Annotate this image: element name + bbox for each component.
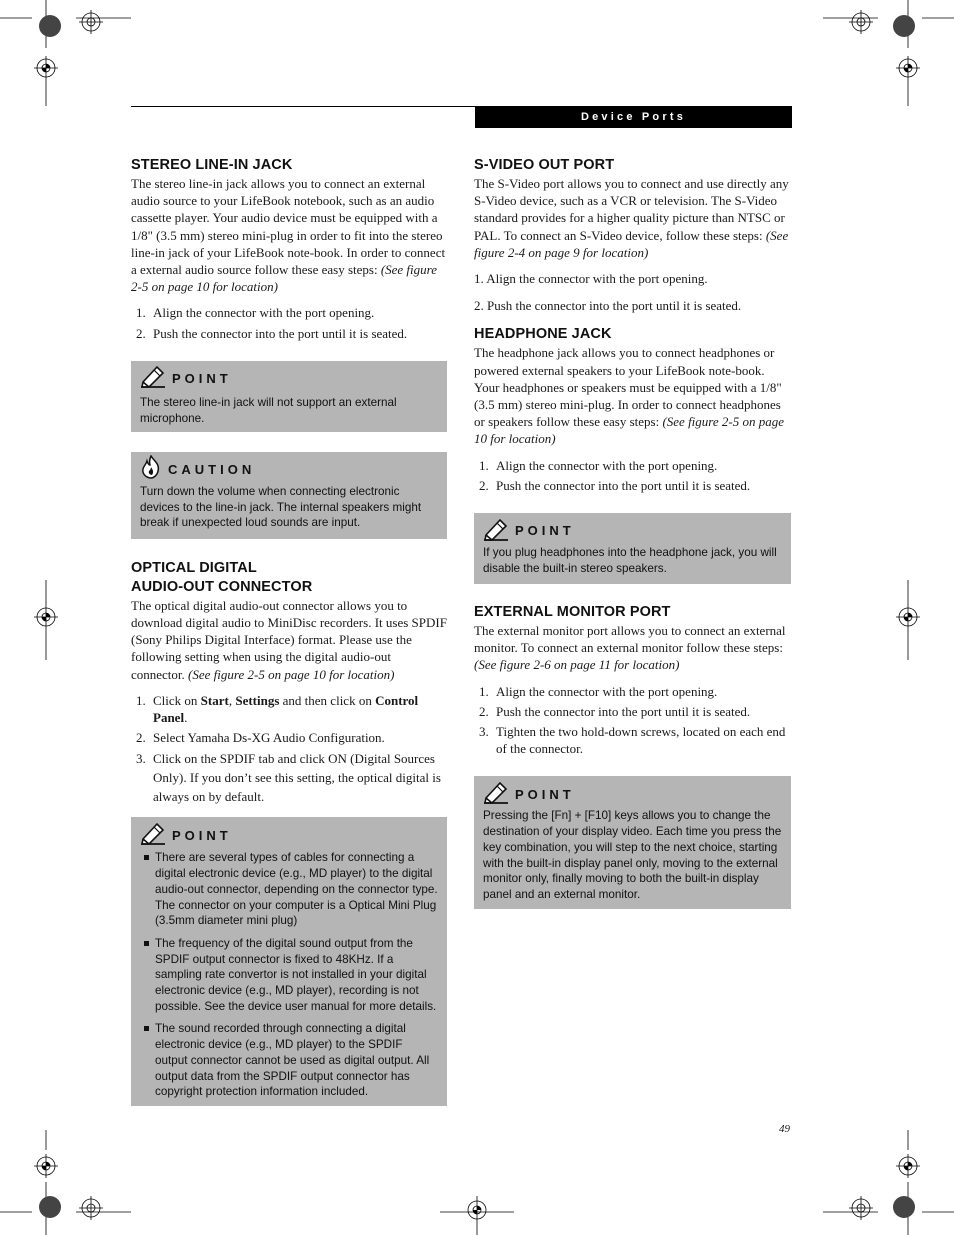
optical-body: The optical digital audio-out connector allows you to download digital audio to MiniDisc recorders. It uses SPDIF (Sony Philips Digital Interface) format. Please use the following setting when using the digital audio-out connector. (See figure 2-5 on page 10 for location)	[131, 597, 447, 682]
pencil-icon	[483, 517, 509, 546]
point-label: POINT	[172, 370, 232, 386]
list-item: 3. Click on the SPDIF tab and click ON (Digital Sources Only). If you don’t see this setting, the optical digital is always on by default.	[136, 751, 441, 805]
header-rule	[131, 106, 475, 107]
list-item: The sound recorded through connecting a digital electronic device (e.g., MD player) to the SPDIF output connector cannot be used as digital output. All output data from the SPDIF output connector has copyright protection information included.	[140, 1021, 438, 1100]
point-label: POINT	[515, 786, 575, 802]
svideo-body: The S-Video port allows you to connect and use directly any S-Video device, such as a VCR or television. The S-Video standard provides for a higher quality picture than NTSC or PAL. To connect an S-Video device, follow these steps: (See figure 2-4 on page 9 for location)	[474, 176, 789, 260]
list-item: 2. Push the connector into the port until it is seated.	[479, 703, 751, 719]
left-column	[131, 156, 447, 1106]
right-column	[474, 156, 790, 909]
stereo-body: The stereo line-in jack allows you to connect an external audio source to your LifeBook notebook, such as an audio cassette player. Your audio device must be equipped with a 1/8" (3.5 mm) stereo mini-plug in order to fit into the stereo line-in jack of your LifeBook note-book. In order to connect a external audio source follow these easy steps: (See figure 2-5 on page 10 for location)	[131, 176, 446, 295]
pencil-icon	[140, 364, 166, 393]
point-note-optical	[131, 817, 447, 1106]
page-number: 49	[779, 1123, 790, 1135]
point-text: If you plug headphones into the headphone jack, you will disable the built-in stereo speakers.	[483, 546, 777, 575]
section-title: Device Ports	[475, 106, 792, 128]
list-item: 2. Push the connector into the port until it is seated.	[479, 477, 751, 493]
caution-label: CAUTION	[168, 461, 256, 477]
point-note-stereo	[131, 361, 447, 432]
monitor-heading: EXTERNAL MONITOR PORT	[474, 604, 671, 621]
list-item: 1. Align the connector with the port opening.	[136, 305, 375, 321]
point-note-headphone	[474, 513, 791, 584]
flame-icon	[140, 455, 162, 484]
pencil-icon	[483, 780, 509, 809]
svideo-step-2: 2. Push the connector into the port until it is seated.	[474, 298, 742, 314]
list-item: There are several types of cables for connecting a digital electronic device (e.g., MD player) to the digital audio-out connector, depending on the connector type. The connector on your computer is a Optical Mini Plug (3.5mm diameter mini plug)	[140, 850, 438, 929]
monitor-body: The external monitor port allows you to connect an external monitor. To connect an external monitor follow these steps: (See figure 2-6 on page 11 for location)	[474, 623, 786, 673]
headphone-body: The headphone jack allows you to connect headphones or powered external speakers to your LifeBook note-book. Your headphones or speakers must be equipped with a 1/8" (3.5 mm) stereo mini-plug. In order to connect headphones or speakers follow these easy steps: (See figure 2-5 on page 10 for location)	[474, 345, 784, 447]
list-item: 2. Select Yamaha Ds-XG Audio Configuration.	[136, 730, 385, 746]
svideo-heading: S-VIDEO OUT PORT	[474, 157, 615, 173]
optical-heading: OPTICAL DIGITAL AUDIO-OUT CONNECTOR	[131, 559, 313, 595]
point-text: The stereo line-in jack will not support an external microphone.	[140, 395, 397, 425]
list-item: 1. Align the connector with the port opening.	[479, 457, 718, 473]
point-text: Pressing the [Fn] + [F10] keys allows you to change the destination of your display video. Each time you press the key combination, you will step to the next choice, starting with the built-in display panel only, moving to the external monitor only, finally moving to both the built-in display panel and an external monitor.	[483, 809, 782, 901]
headphone-heading: HEADPHONE JACK	[474, 326, 612, 343]
caution-text: Turn down the volume when connecting electronic devices to the line-in jack. The internal speakers might break if unexpected loud sounds are input.	[140, 484, 422, 530]
caution-note	[131, 452, 447, 539]
list-item: 1. Click on Start, Settings and then click on Control Panel.	[136, 692, 419, 726]
stereo-steps	[131, 304, 447, 341]
pencil-icon	[140, 821, 166, 850]
monitor-steps	[474, 683, 790, 758]
point-label: POINT	[515, 523, 575, 539]
list-item: 2. Push the connector into the port until it is seated.	[136, 325, 408, 341]
svideo-step-1: 1. Align the connector with the port opening.	[474, 271, 708, 287]
list-item: 3. Tighten the two hold-down screws, located on each end of the connector.	[479, 724, 786, 757]
point-label: POINT	[172, 827, 232, 843]
list-item: The frequency of the digital sound output from the SPDIF output connector is fixed to 48KHz. If a sampling rate convertor is not installed in your digital electronic device (e.g., MD player), recording is not possible. See the device user manual for more details.	[140, 936, 438, 1015]
optical-steps	[131, 692, 447, 807]
list-item: 1. Align the connector with the port opening.	[479, 683, 718, 699]
headphone-steps	[474, 457, 790, 494]
stereo-heading: STEREO LINE-IN JACK	[131, 157, 293, 173]
point-bullets	[140, 850, 438, 1100]
point-note-monitor	[474, 776, 791, 909]
